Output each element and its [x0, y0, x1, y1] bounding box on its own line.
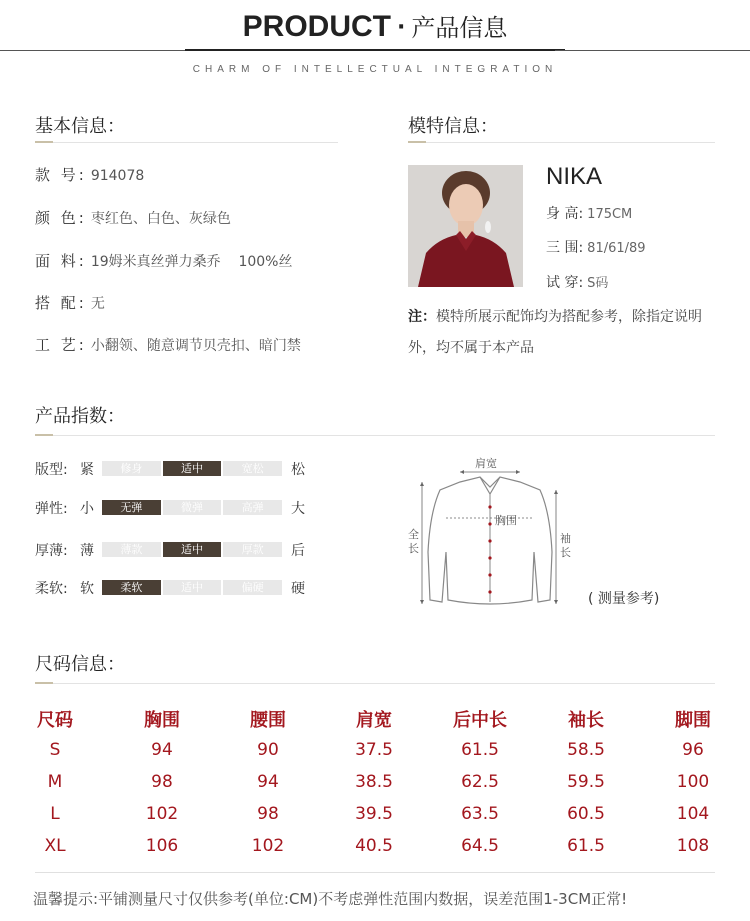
index-bar-softness: 柔软 适中 偏硬: [102, 580, 282, 595]
size-cell: 64.5: [461, 836, 499, 856]
size-cell: 106: [145, 836, 179, 856]
index-bar-thickness: 薄款 适中 厚款: [102, 542, 282, 557]
diagram-label-sleeve: 袖长: [560, 532, 571, 559]
model-row-tried-size: 试 穿: S码: [546, 275, 609, 291]
title-zh: 产品信息: [411, 14, 508, 42]
index-bar-elasticity: 无弹 微弹 高弹: [102, 500, 282, 515]
size-header: 袖长: [568, 710, 604, 731]
size-header: 胸围: [144, 710, 180, 731]
size-cell: 37.5: [355, 740, 393, 760]
product-index-rule: [35, 435, 715, 436]
measurement-reference-note: ( 测量参考): [588, 591, 660, 607]
page-title: [0, 8, 750, 44]
size-cell: L: [50, 804, 60, 824]
basic-info-rule: [35, 142, 338, 143]
model-info-rule: [408, 142, 715, 143]
title-separator: ·: [396, 15, 406, 40]
size-cell: 40.5: [355, 836, 393, 856]
info-row-style-no: 款 号: 914078: [35, 166, 145, 184]
size-cell: M: [47, 772, 63, 792]
size-cell: XL: [44, 836, 66, 856]
size-cell: 102: [251, 836, 285, 856]
shirt-measurement-diagram: [400, 452, 580, 622]
product-index-title: 产品指数：: [35, 406, 125, 427]
size-footnote: 温馨提示:平铺测量尺寸仅供参考(单位:CM)不考虑弹性范围内数据，误差范围1-3CM正常!: [33, 890, 628, 908]
size-header: 尺码: [37, 710, 73, 731]
size-header: 脚围: [675, 710, 711, 731]
info-row-fabric: 面 料: 19姆米真丝弹力桑乔 100%丝: [35, 252, 293, 270]
size-cell: 62.5: [461, 772, 499, 792]
size-header: 肩宽: [356, 710, 392, 731]
basic-info-title: 基本信息：: [35, 116, 125, 137]
size-cell: 61.5: [461, 740, 499, 760]
size-cell: 94: [151, 740, 173, 760]
info-row-craft: 工 艺: 小翻领、随意调节贝壳扣、暗门禁: [35, 336, 301, 354]
size-cell: 102: [145, 804, 179, 824]
diagram-label-length: 全长: [408, 528, 419, 555]
size-cell: 100: [676, 772, 710, 792]
size-cell: 98: [151, 772, 173, 792]
model-note: 注：模特所展示配饰均为搭配参考，除指定说明外，均不属于本产品: [408, 309, 702, 356]
diagram-label-shoulder: 肩宽: [475, 457, 497, 470]
model-info-title: 模特信息：: [408, 116, 498, 137]
info-row-match: 搭 配: 无: [35, 294, 105, 312]
size-cell: 59.5: [567, 772, 605, 792]
size-cell: 104: [676, 804, 710, 824]
size-info-title: 尺码信息：: [35, 654, 125, 675]
size-cell: 60.5: [567, 804, 605, 824]
model-name: NIKA: [546, 163, 603, 190]
size-cell: 96: [682, 740, 704, 760]
size-cell: 58.5: [567, 740, 605, 760]
header-line-center: [185, 49, 565, 51]
size-cell: 38.5: [355, 772, 393, 792]
size-cell: 94: [257, 772, 279, 792]
size-header: 腰围: [250, 710, 286, 731]
header-line-right: [555, 50, 750, 51]
model-photo: [408, 165, 523, 287]
info-row-color: 颜 色: 枣红色、白色、灰绿色: [35, 209, 231, 227]
size-cell: 61.5: [567, 836, 605, 856]
footer-divider: [35, 872, 715, 873]
size-cell: 98: [257, 804, 279, 824]
model-row-height: 身 高: 175CM: [546, 206, 633, 222]
size-cell: 39.5: [355, 804, 393, 824]
index-bar-fit: 修身 适中 宽松: [102, 461, 282, 476]
size-header: 后中长: [453, 710, 507, 731]
size-cell: 90: [257, 740, 279, 760]
size-cell: 108: [676, 836, 710, 856]
diagram-label-chest: 胸围: [495, 514, 517, 527]
size-cell: 63.5: [461, 804, 499, 824]
size-cell: S: [49, 740, 61, 760]
header-line-left: [0, 50, 195, 51]
size-info-rule: [35, 683, 715, 684]
page-subtitle: CHARM OF INTELLECTUAL INTEGRATION: [192, 64, 558, 75]
model-row-measurements: 三 围: 81/61/89: [546, 240, 646, 256]
title-en: PRODUCT: [242, 10, 391, 43]
